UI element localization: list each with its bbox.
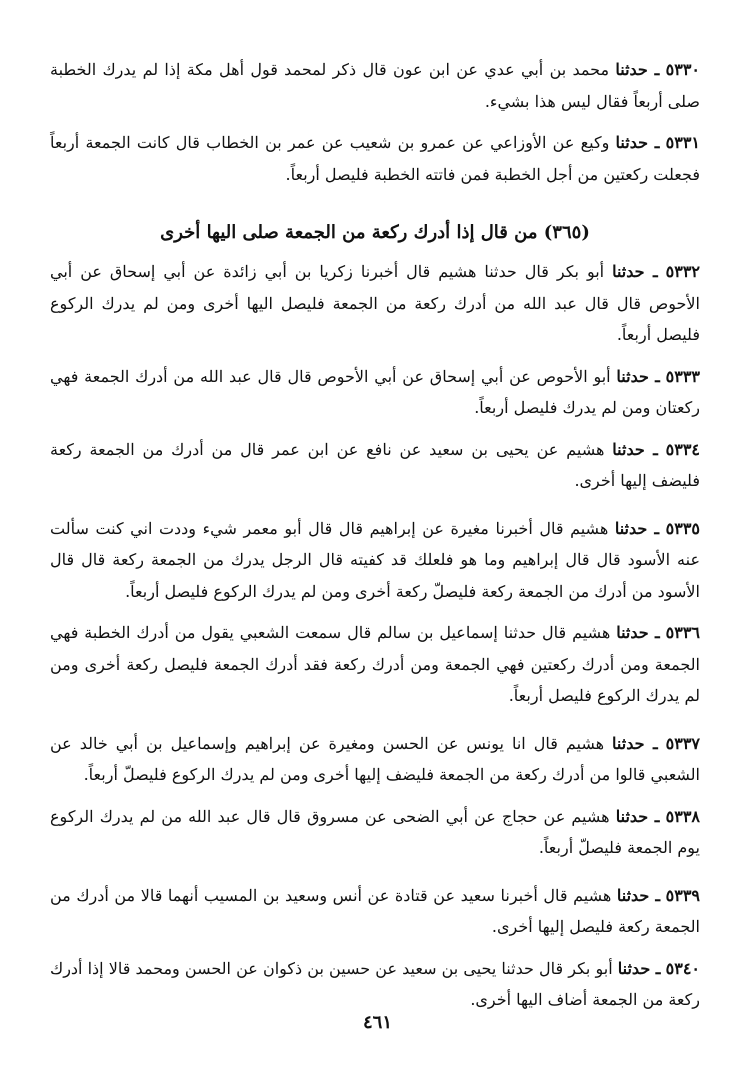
entry-number: ٥٣٣٩	[665, 885, 701, 905]
entry-number: ٥٣٣٢	[665, 262, 700, 281]
entry-number: ٥٣٣٨	[665, 806, 701, 826]
entry-text: أبو بكر قال حدثنا هشيم قال أخبرنا زكريا بن أبي زائدة عن أبي إسحاق عن أبي الأحوص قال قال عبد الله من أدرك ركعة من الجمعة فليصل اليها أخرى ومن لم يدرك الركوع فليصل أربعاً.	[50, 262, 700, 344]
entry-text: أبو الأحوص عن أبي إسحاق عن أبي الأحوص قال قال عبد الله من أدرك الجمعة فهي ركعتان ومن لم يدرك فليصل أربعاً.	[50, 366, 700, 417]
entry-lead: ـ حدثنا	[615, 133, 660, 152]
entry-lead: ـ حدثنا	[612, 439, 658, 459]
entry-number: ٥٣٤٠	[665, 958, 700, 978]
hadith-entry-5330	[50, 54, 700, 117]
entry-number: ٥٣٣٣	[665, 366, 701, 386]
chapter-title: (٣٦٥) من قال إذا أدرك ركعة من الجمعة صلى اليها أخرى	[160, 222, 590, 243]
entry-text: هشيم قال أخبرنا مغيرة عن إبراهيم قال قال أبو معمر شيء وددت اني كنت سألت عنه الأسود قال قال إبراهيم وما هو فلعلك قد كفيته قال الرجل يدرك من الجمعة ركعة قال قال الأسود من أدرك من الجمعة ركعة فليصلّ ركعة أخرى ومن لم يدرك الركوع فليصل أربعاً.	[50, 518, 700, 601]
entry-number: ٥٣٣٥	[665, 518, 700, 538]
entry-lead: ـ حدثنا	[614, 518, 660, 538]
page-body	[50, 54, 700, 1026]
hadith-entry-5332	[50, 256, 700, 351]
hadith-entry-5336	[50, 617, 700, 712]
hadith-entry-5338	[50, 801, 700, 864]
entry-lead: ـ حدثنا	[616, 885, 661, 905]
entry-number: ٥٣٣١	[665, 133, 700, 152]
entry-lead: ـ حدثنا	[617, 958, 661, 978]
entry-text: هشيم عن حجاج عن أبي الضحى عن مسروق قال قال عبد الله من لم يدرك الركوع يوم الجمعة فليصلّ أربعاً.	[50, 806, 700, 857]
entry-number: ٥٣٣٠	[665, 60, 700, 79]
entry-number: ٥٣٣٧	[665, 733, 701, 753]
entry-lead: ـ حدثنا	[616, 623, 660, 642]
hadith-entry-5333	[50, 361, 700, 424]
entry-text: هشيم قال أخبرنا سعيد عن قتادة عن أنس وسعيد بن المسيب أنهما قالا من أدرك من الجمعة ركعة فليصل إليها أخرى.	[50, 885, 700, 936]
entry-text: أبو بكر قال حدثنا يحيى بن سعيد عن حسين بن ذكوان عن الحسن ومحمد قالا إذا أدرك ركعة من الجمعة أضاف اليها أخرى.	[50, 958, 700, 1009]
entry-number: ٥٣٣٤	[665, 439, 701, 459]
hadith-entry-5331	[50, 127, 700, 190]
entry-lead: ـ حدثنا	[612, 262, 658, 281]
entry-lead: ـ حدثنا	[615, 60, 660, 79]
entry-lead: ـ حدثنا	[612, 733, 658, 753]
entry-text: هشيم عن يحيى بن سعيد عن نافع عن ابن عمر قال من أدرك من الجمعة ركعة فليضف إليها أخرى.	[50, 439, 700, 490]
hadith-entry-5335	[50, 513, 700, 608]
page-number: ٤٦١	[362, 1012, 392, 1033]
entry-lead: ـ حدثنا	[615, 806, 660, 826]
hadith-entry-5334	[50, 434, 700, 497]
entry-lead: ـ حدثنا	[616, 366, 660, 386]
hadith-entry-5339	[50, 880, 700, 943]
entry-number: ٥٣٣٦	[665, 623, 700, 642]
hadith-entry-5337	[50, 728, 700, 791]
entry-text: محمد بن أبي عدي عن ابن عون قال ذكر لمحمد قول أهل مكة إذا لم يدرك الخطبة صلى أربعاً فقال ليس هذا بشيء.	[50, 60, 700, 111]
entry-text: هشيم قال حدثنا إسماعيل بن سالم قال سمعت الشعبي يقول من أدرك الخطبة فهي الجمعة ومن أدرك ركعتين فهي الجمعة ومن أدرك ركعة فقد أدرك الجمعة فليصل ركعة أخرى ومن لم يدرك الركوع فليصل أربعاً.	[50, 623, 700, 705]
entry-text: وكيع عن الأوزاعي عن عمرو بن شعيب عن عمر بن الخطاب قال كانت الجمعة أربعاً فجعلت ركعتين من أجل الخطبة فمن فاتته الخطبة فليصل أربعاً.	[50, 133, 700, 184]
entry-text: هشيم قال انا يونس عن الحسن ومغيرة عن إبراهيم وإسماعيل بن أبي خالد عن الشعبي قالوا من أدرك ركعة من الجمعة فليضف إليها أخرى ومن لم يدرك الركوع فليصلّ أربعاً.	[50, 733, 700, 784]
hadith-entry-5340	[50, 953, 700, 1016]
